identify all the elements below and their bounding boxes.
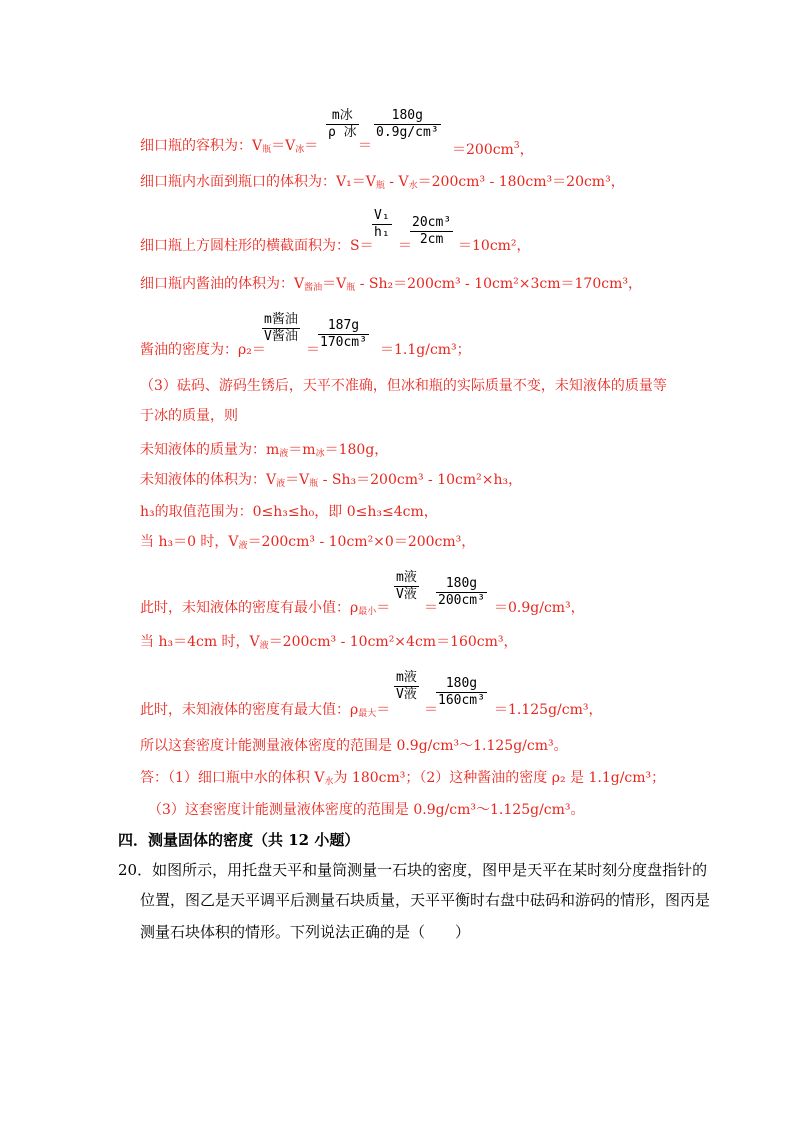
fraction-180g-over-160cm3 xyxy=(436,676,487,709)
liquid-mass-line: 未知液体的质量为：$m_液=m_冰=180g$， xyxy=(140,442,389,459)
fraction-numerator: V₁ xyxy=(374,208,390,223)
fraction-denominator: 200cm³ xyxy=(438,593,485,608)
eq-sign: ＝ xyxy=(358,138,372,154)
max-density-line: 此时，未知液体的密度有最大值：$\rho_{最大}=$ xyxy=(140,702,391,719)
eq-sign: ＝ xyxy=(424,600,438,616)
fraction-180g-over-200cm3 xyxy=(436,576,487,609)
fraction-187g-over-170cm3 xyxy=(318,318,369,351)
fraction-numerator: 180g xyxy=(374,108,441,125)
soy-volume-line: 细口瓶内酱油的体积为：$V_{酱油}=V_瓶 - Sh_2=200cm^3 - 10cm^2\times 3cm=170cm^3$， xyxy=(140,276,642,293)
h3-4cm-line: 当 h₃＝4cm 时，$V_液=200cm^3 - 10cm^2\times 4cm=160cm^3$， xyxy=(140,634,518,651)
answer-line-1: 答：（1）细口瓶中水的体积 $V_水$为 180cm³；（2）这种酱油的密度 ρ₂ 是 1.1g/cm³； xyxy=(140,770,666,787)
fraction-numerator: m液 xyxy=(396,570,417,585)
soy-density-result: ＝1.1g/cm³； xyxy=(380,342,471,358)
h3-zero-line: 当 h₃＝0 时，$V_液=200cm^3 - 10cm^2\times 0=200cm^3$， xyxy=(140,534,476,551)
min-density-result: ＝0.9g/cm³， xyxy=(494,600,585,616)
fraction-m-soy-over-v-soy xyxy=(262,312,300,345)
eq-sign: ＝ xyxy=(424,702,438,718)
fraction-numerator: 180g xyxy=(436,676,487,693)
eq-sign: ＝ xyxy=(306,342,320,358)
range-conclusion-line: 所以这套密度计能测量液体密度的范围是 0.9g/cm³～1.125g/cm³。 xyxy=(140,738,568,754)
question-line-1: 20．如图所示，用托盘天平和量筒测量一石块的密度，图甲是天平在某时刻分度盘指针的 xyxy=(118,861,708,879)
fraction-numerator: 180g xyxy=(436,576,487,593)
cross-section-line: 细口瓶上方圆柱形的横截面积为：S＝ xyxy=(140,238,374,254)
fraction-m-liquid-over-v-liquid-2 xyxy=(394,670,419,703)
fraction-numerator: m冰 xyxy=(326,108,359,125)
eq-sign: ＝ xyxy=(398,238,412,254)
fraction-denominator: V液 xyxy=(396,587,417,602)
max-density-result: ＝1.125g/cm³， xyxy=(494,702,603,718)
fraction-numerator: m酱油 xyxy=(264,312,298,327)
answer-line-2: （3）这套密度计能测量液体密度的范围是 0.9g/cm³～1.125g/cm³。 xyxy=(148,802,585,818)
fraction-numerator: 20cm³ xyxy=(412,215,452,230)
fraction-denominator: 160cm³ xyxy=(438,693,485,708)
fraction-denominator: ρ 冰 xyxy=(328,125,357,140)
range-line: h₃的取值范围为：0≤h₃≤h₀，即 0≤h₃≤4cm， xyxy=(140,504,438,520)
fraction-denominator: V液 xyxy=(396,687,417,702)
fraction-denominator: V酱油 xyxy=(264,329,298,344)
fraction-numerator: m液 xyxy=(396,670,417,685)
fraction-numerator: 187g xyxy=(318,318,369,335)
fraction-mass-over-density-ice xyxy=(326,108,359,141)
explanation-line-1: （3）砝码、游码生锈后，天平不准确，但冰和瓶的实际质量不变，未知液体的质量等 xyxy=(140,378,667,394)
fraction-180g-over-density xyxy=(374,108,441,141)
min-density-line: 此时，未知液体的密度有最小值：$\rho_{最小}=$ xyxy=(140,600,391,617)
bottle-volume-result: $=200cm^3$， xyxy=(452,141,534,158)
question-number: 20． xyxy=(118,861,153,879)
empty-volume-line: 细口瓶内水面到瓶口的体积为：$V_1=V_瓶 - V_水=200cm^3 - 180cm^3=20cm^3$， xyxy=(140,174,625,191)
question-line-2: 位置，图乙是天平调平后测量石块质量，天平平衡时右盘中砝码和游码的情形，图丙是 xyxy=(140,891,711,909)
fraction-denominator: 170cm³ xyxy=(320,335,367,350)
fraction-denominator: h₁ xyxy=(374,225,390,240)
fraction-v1-over-h1 xyxy=(372,208,392,241)
bottle-volume-line: 细口瓶的容积为：$V_瓶=V_冰=$ xyxy=(140,138,319,155)
fraction-20cm3-over-2cm xyxy=(410,215,453,248)
liquid-volume-line: 未知液体的体积为：$V_液=V_瓶 - Sh_3=200cm^3 - 10cm^2\times h_3$， xyxy=(140,472,523,489)
question-line-3: 测量石块体积的情形。下列说法正确的是（ ） xyxy=(140,923,471,941)
fraction-denominator: 0.9g/cm³ xyxy=(376,125,439,140)
fraction-denominator: 2cm xyxy=(419,232,444,247)
section-title: 四．测量固体的密度（共 12 小题） xyxy=(118,831,360,849)
cross-section-result: ＝10cm²， xyxy=(458,238,531,254)
soy-density-line: 酱油的密度为：ρ₂＝ xyxy=(140,342,266,358)
explanation-line-2: 于冰的质量，则 xyxy=(140,408,238,424)
fraction-m-liquid-over-v-liquid xyxy=(394,570,419,603)
